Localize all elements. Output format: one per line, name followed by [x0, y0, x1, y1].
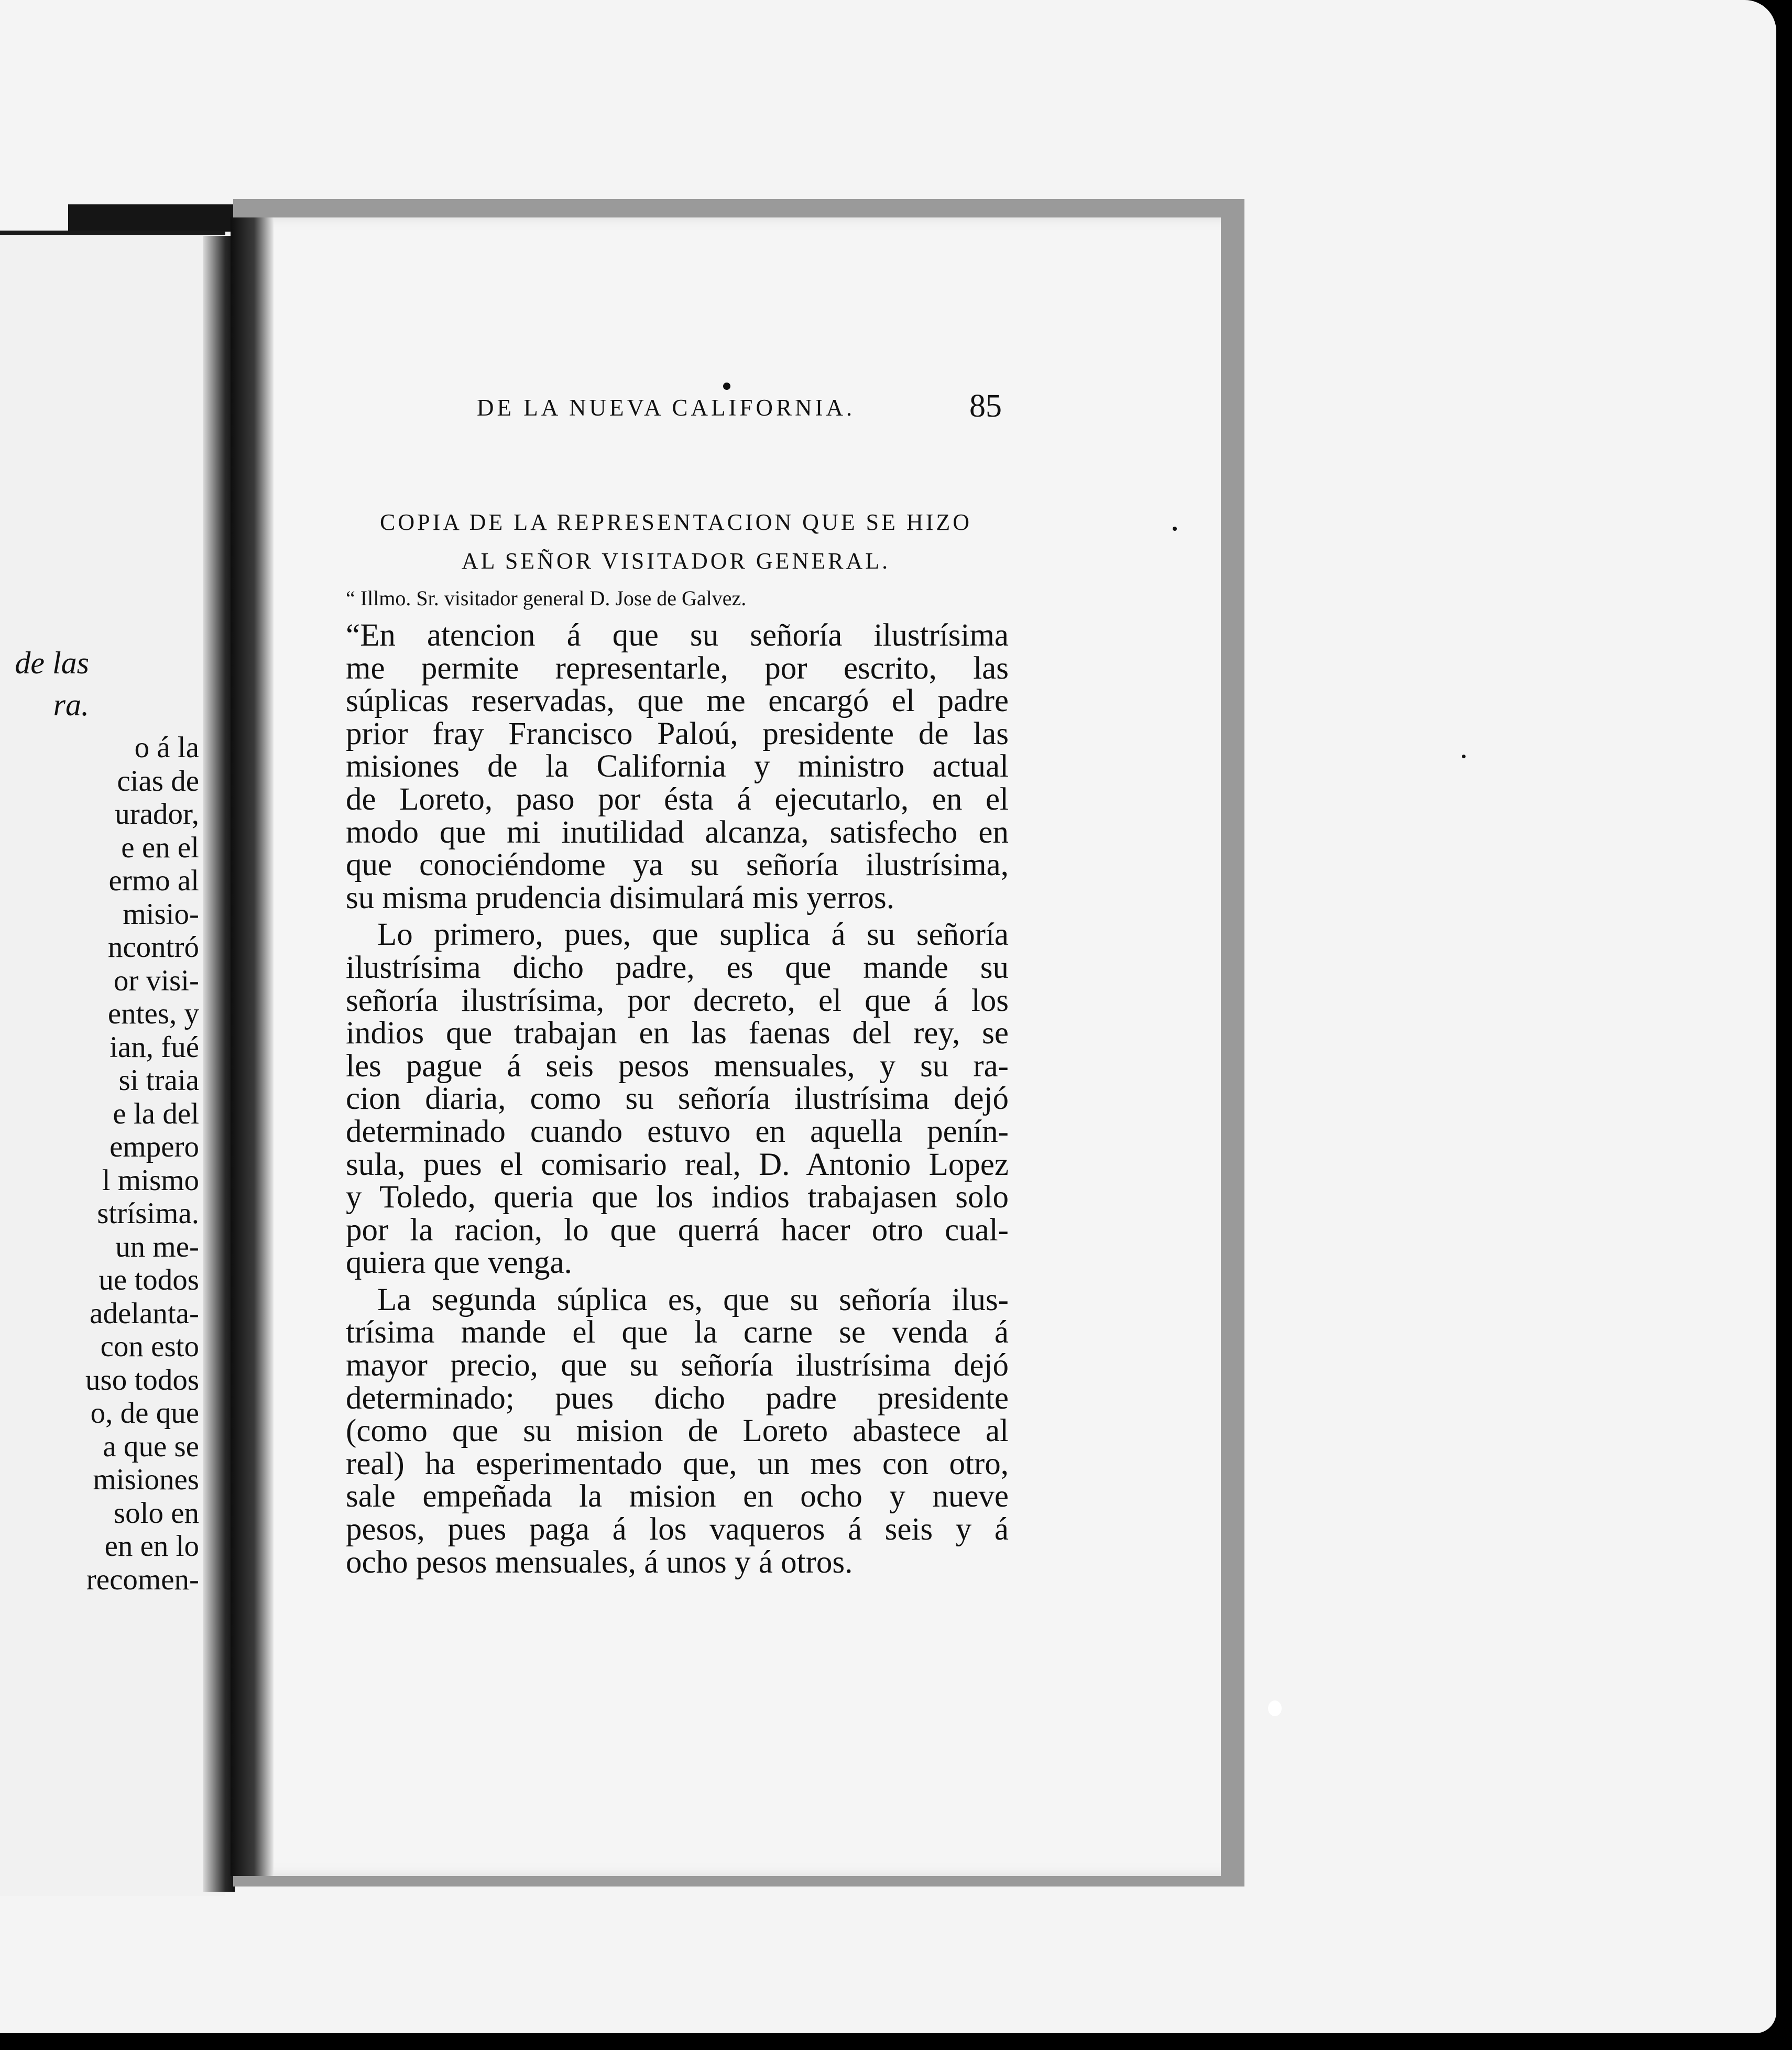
- text-line: determinado cuando estuvo en aquella penín-: [346, 1114, 1009, 1149]
- left-page-line: ue todos: [99, 1263, 199, 1296]
- left-page-line: con esto: [100, 1330, 199, 1363]
- page-gutter: [231, 217, 274, 1876]
- left-page-line: si traia: [118, 1064, 199, 1097]
- left-page-line: misiones: [93, 1463, 199, 1496]
- left-page-line: strísima.: [97, 1197, 199, 1230]
- left-page-heading: [0, 642, 89, 726]
- left-page-line: e en el: [121, 831, 199, 864]
- left-page-line: adelanta-: [90, 1296, 199, 1330]
- left-page-line: ermo al: [108, 864, 199, 897]
- text-line: de Loreto, paso por ésta á ejecutarlo, en el: [346, 781, 1009, 817]
- left-page-line: ian, fué: [110, 1030, 199, 1064]
- text-line: Lo primero, pues, que suplica á su señoría: [377, 917, 1009, 953]
- left-page-line: e la del: [113, 1097, 199, 1130]
- text-line: real) ha esperimentado que, un mes con otro,: [346, 1446, 1009, 1481]
- left-page-line: entes, y: [107, 997, 199, 1030]
- text-line: prior fray Francisco Paloú, presidente de las: [346, 716, 1009, 751]
- left-page-line: un me-: [115, 1230, 199, 1263]
- text-line: ocho pesos mensuales, á unos y á otros.: [346, 1544, 853, 1580]
- body-text: [346, 619, 1009, 1579]
- section-heading: [343, 503, 1009, 581]
- text-line: cion diaria, como su señoría ilustrísima dejó: [346, 1081, 1009, 1117]
- left-heading-line: ra.: [53, 688, 89, 722]
- book-spine: [203, 236, 235, 1892]
- text-line: modo que mi inutilidad alcanza, satisfecho en: [346, 814, 1009, 850]
- text-line: determinado; pues dicho padre presidente: [346, 1380, 1009, 1416]
- left-page-line: o, de que: [90, 1397, 199, 1430]
- left-page-line: ncontró: [107, 931, 199, 964]
- running-head: DE LA NUEVA CALIFORNIA.: [477, 395, 856, 421]
- text-line: La segunda súplica es, que su señoría ilus-: [377, 1282, 1009, 1317]
- left-page-line: or visi-: [113, 964, 199, 997]
- book-binding: [68, 204, 246, 232]
- dust-speck: [1268, 1700, 1282, 1716]
- section-heading-line: AL SEÑOR VISITADOR GENERAL.: [461, 548, 891, 574]
- text-line: sale empeñada la mision en ocho y nueve: [346, 1479, 1009, 1514]
- paragraph: [346, 1284, 1009, 1579]
- dust-speck: [1462, 755, 1466, 758]
- text-line: ilustrísima dicho padre, es que mande su: [346, 950, 1009, 985]
- text-line: les pague á seis pesos mensuales, y su ra-: [346, 1048, 1009, 1084]
- left-page-line: recomen-: [86, 1563, 199, 1596]
- left-page-line: o á la: [134, 731, 199, 764]
- left-page-line: uso todos: [85, 1363, 199, 1397]
- text-line: mayor precio, que su señoría ilustrísima dejó: [346, 1348, 1009, 1383]
- text-line: su misma prudencia disimulará mis yerros.: [346, 880, 894, 915]
- text-line: pesos, pues paga á los vaqueros á seis y á: [346, 1512, 1009, 1547]
- text-line: (como que su mision de Loreto abastece al: [346, 1413, 1009, 1449]
- text-line: súplicas reservadas, que me encargó el padre: [346, 683, 1009, 719]
- text-line: señoría ilustrísima, por decreto, el que á los: [346, 983, 1009, 1018]
- paragraph: [346, 619, 1009, 914]
- text-line: por la racion, lo que querrá hacer otro cual-: [346, 1212, 1009, 1248]
- text-line: quiera que venga.: [346, 1245, 572, 1281]
- left-page-text: [0, 731, 199, 1596]
- dust-speck: [723, 383, 730, 390]
- left-page-line: misio-: [123, 897, 199, 931]
- dust-speck: [1173, 527, 1177, 531]
- text-line: que conociéndome ya su señoría ilustrísima,: [346, 847, 1009, 883]
- text-line: y Toledo, queria que los indios trabajasen solo: [346, 1180, 1009, 1215]
- left-page-line: en en lo: [104, 1530, 199, 1563]
- page-number: 85: [969, 388, 1002, 424]
- left-page-line: l mismo: [102, 1163, 199, 1197]
- letter-address: “ Illmo. Sr. visitador general D. Jose de Galvez.: [346, 586, 747, 610]
- text-line: indios que trabajan en las faenas del rey, se: [346, 1016, 1009, 1051]
- left-page-line: urador,: [115, 798, 199, 831]
- left-heading-line: de las: [15, 646, 89, 680]
- text-line: misiones de la California y ministro actual: [346, 749, 1009, 784]
- paragraph: [346, 919, 1009, 1280]
- text-line: trísima mande el que la carne se venda á: [346, 1315, 1009, 1350]
- left-page-line: empero: [110, 1130, 199, 1163]
- left-page-line: solo en: [113, 1496, 199, 1530]
- text-line: “En atencion á que su señoría ilustrísima: [346, 618, 1009, 653]
- section-heading-line: COPIA DE LA REPRESENTACION QUE SE HIZO: [379, 509, 973, 535]
- left-page-line: a que se: [103, 1430, 199, 1463]
- left-page-line: cias de: [117, 764, 199, 798]
- text-line: me permite representarle, por escrito, las: [346, 650, 1009, 686]
- text-line: sula, pues el comisario real, D. Antonio Lopez: [346, 1147, 1009, 1182]
